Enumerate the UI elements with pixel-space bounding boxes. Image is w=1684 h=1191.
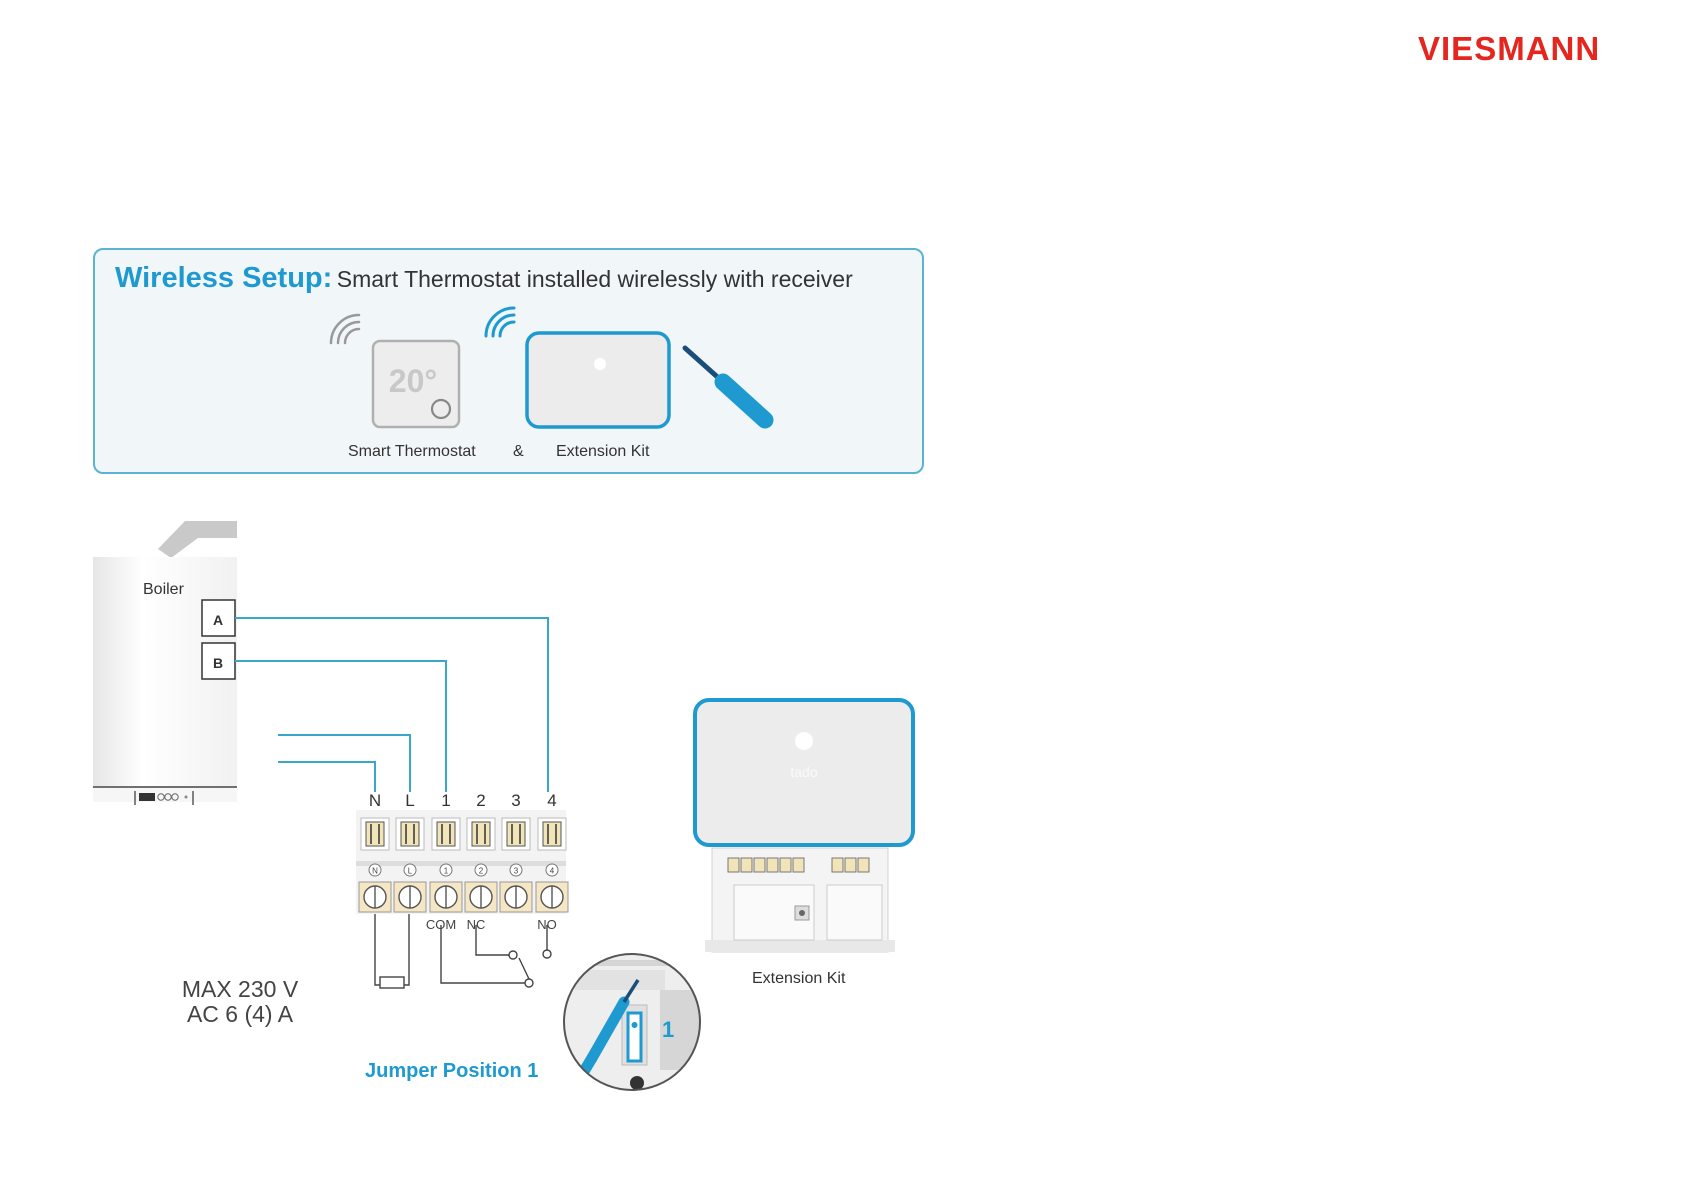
extension-terminal xyxy=(845,858,856,872)
terminal-top-label: N xyxy=(368,791,382,810)
extension-terminal xyxy=(858,858,869,872)
extension-terminal xyxy=(793,858,804,872)
terminal-block xyxy=(356,810,568,914)
terminal-top-label: L xyxy=(405,791,415,810)
extension-terminal xyxy=(832,858,843,872)
ampersand: & xyxy=(513,443,524,460)
rating-line-1: MAX 230 V xyxy=(181,976,299,1002)
terminal-top-label: 4 xyxy=(547,791,557,810)
terminal-top-label: 3 xyxy=(511,791,521,810)
extension-kit-device xyxy=(695,700,913,952)
terminal-top-label: 2 xyxy=(476,791,486,810)
relay-no-label: NO xyxy=(537,917,557,932)
terminal-small-label: L xyxy=(407,866,413,876)
viessmann-logo: VIESMANN xyxy=(1418,30,1601,67)
thermostat-display: 20° xyxy=(388,363,438,399)
boiler-base xyxy=(93,786,237,802)
setup-title: Wireless Setup: xyxy=(115,262,333,294)
setup-subtitle: Smart Thermostat installed wirelessly with receiver xyxy=(336,266,853,292)
extension-terminal xyxy=(728,858,739,872)
relay-nc-label: NC xyxy=(466,917,486,932)
terminal-small-label: 4 xyxy=(549,866,555,876)
terminal-small-label: 3 xyxy=(513,866,519,876)
extension-terminal xyxy=(754,858,765,872)
terminal-small-label: 1 xyxy=(443,866,449,876)
terminal-top-label: 1 xyxy=(441,791,451,810)
jumper-number: 1 xyxy=(662,1017,675,1042)
terminal-b-label: B xyxy=(212,655,224,671)
extension-terminal xyxy=(741,858,752,872)
extension-terminal xyxy=(780,858,791,872)
relay-schematic xyxy=(375,914,551,988)
terminal-small-label: N xyxy=(372,866,378,876)
boiler-label: Boiler xyxy=(143,581,184,598)
smart-thermostat-caption: Smart Thermostat xyxy=(348,443,476,460)
extension-kit-led-icon xyxy=(795,732,813,750)
jumper-position-label: Jumper Position 1 xyxy=(365,1060,539,1082)
relay-com-label: COM xyxy=(425,917,457,932)
terminal-a-label: A xyxy=(212,612,224,628)
rating-text xyxy=(170,977,310,1027)
wires xyxy=(235,618,548,792)
extension-kit-label: Extension Kit xyxy=(752,970,846,987)
extension-kit-caption: Extension Kit xyxy=(556,443,650,460)
rating-line-2: AC 6 (4) A xyxy=(186,1001,294,1027)
extension-terminal xyxy=(767,858,778,872)
terminal-small-label: 2 xyxy=(478,866,484,876)
jumper-zoom-circle xyxy=(560,954,700,1090)
flue-pipe xyxy=(158,521,237,558)
extension-kit-brand: tado xyxy=(790,764,818,780)
